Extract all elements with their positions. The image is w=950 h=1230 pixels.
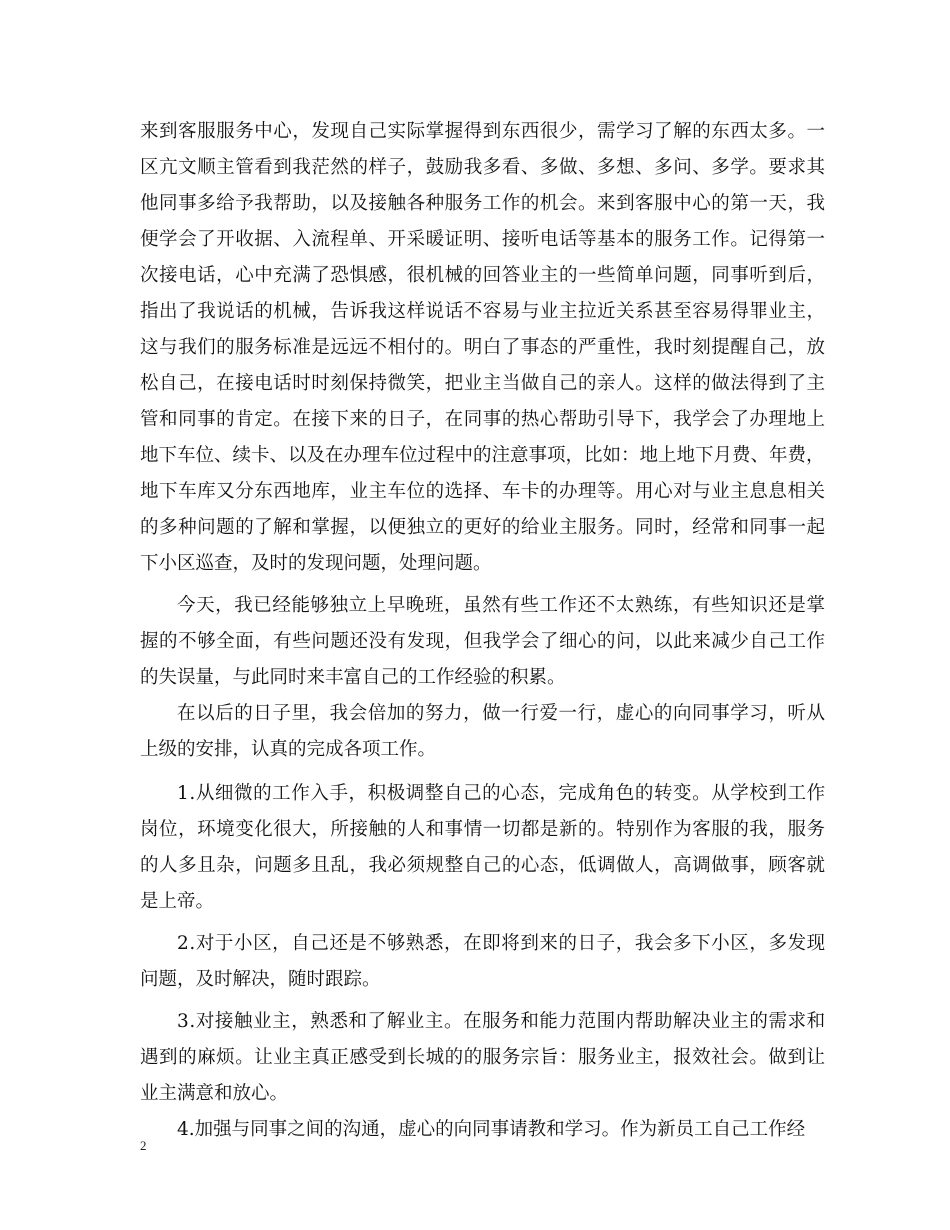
text-line: 来到客服服务中心，发现自己实际掌握得到东西很少，需学习了解的东西太多。一: [140, 121, 826, 142]
text-line: 这与我们的服务标准是远远不相付的。明白了事态的严重性，我时刻提醒自己，放: [140, 337, 826, 358]
text-line: 遇到的麻烦。让业主真正感受到长城的的服务宗旨：服务业主，报效社会。做到让: [140, 1047, 826, 1068]
text-line: 1.从细微的工作入手，积极调整自己的心态，完成角色的转变。从学校到工作: [177, 783, 826, 804]
text-line: 区亢文顺主管看到我茫然的样子，鼓励我多看、多做、多想、多问、多学。要求其: [140, 157, 826, 178]
text-line: 他同事多给予我帮助，以及接触各种服务工作的机会。来到客服中心的第一天，我: [140, 193, 826, 214]
text-line: 松自己，在接电话时时刻保持微笑，把业主当做自己的亲人。这样的做法得到了主: [140, 373, 826, 394]
text-line: 指出了我说话的机械，告诉我这样说话不容易与业主拉近关系甚至容易得罪业主，: [140, 301, 826, 322]
text-line: 次接电话，心中充满了恐惧感，很机械的回答业主的一些简单问题，同事听到后，: [140, 265, 826, 286]
text-line: 地下车库又分东西地库，业主车位的选择、车卡的办理等。用心对与业主息息相关: [140, 481, 826, 502]
text-line: 4.加强与同事之间的沟通，虚心的向同事请教和学习。作为新员工自己工作经: [177, 1119, 806, 1140]
text-line: 2.对于小区，自己还是不够熟悉，在即将到来的日子，我会多下小区，多发现: [177, 933, 826, 954]
text-line: 管和同事的肯定。在接下来的日子，在同事的热心帮助引导下，我学会了办理地上: [140, 409, 826, 430]
text-line: 握的不够全面，有些问题还没有发现，但我学会了细心的问，以此来减少自己工作: [140, 631, 826, 652]
text-line: 在以后的日子里，我会倍加的努力，做一行爱一行，虚心的向同事学习，听从: [177, 703, 826, 724]
page-number: 2: [140, 1138, 147, 1153]
text-line: 的人多且杂，问题多且乱，我必须规整自己的心态，低调做人，高调做事，顾客就: [140, 855, 826, 876]
text-line: 地下车位、续卡、以及在办理车位过程中的注意事项，比如：地上地下月费、年费，: [140, 445, 825, 466]
text-line: 上级的安排，认真的完成各项工作。: [140, 739, 437, 760]
text-line: 是上帝。: [140, 891, 215, 912]
text-line: 岗位，环境变化很大，所接触的人和事情一切都是新的。特别作为客服的我，服务: [140, 819, 826, 840]
text-line: 下小区巡查，及时的发现问题，处理问题。: [140, 553, 492, 574]
text-line: 今天，我已经能够独立上早晚班，虽然有些工作还不太熟练，有些知识还是掌: [177, 595, 826, 616]
text-line: 问题，及时解决，随时跟踪。: [140, 969, 381, 990]
text-line: 的多种问题的了解和掌握，以便独立的更好的给业主服务。同时，经常和同事一起: [140, 517, 826, 538]
text-line: 3.对接触业主，熟悉和了解业主。在服务和能力范围内帮助解决业主的需求和: [177, 1011, 826, 1032]
text-line: 业主满意和放心。: [140, 1083, 289, 1104]
text-line: 便学会了开收据、入流程单、开采暖证明、接听电话等基本的服务工作。记得第一: [140, 229, 826, 250]
text-line: 的失误量，与此同时来丰富自己的工作经验的积累。: [140, 667, 566, 688]
